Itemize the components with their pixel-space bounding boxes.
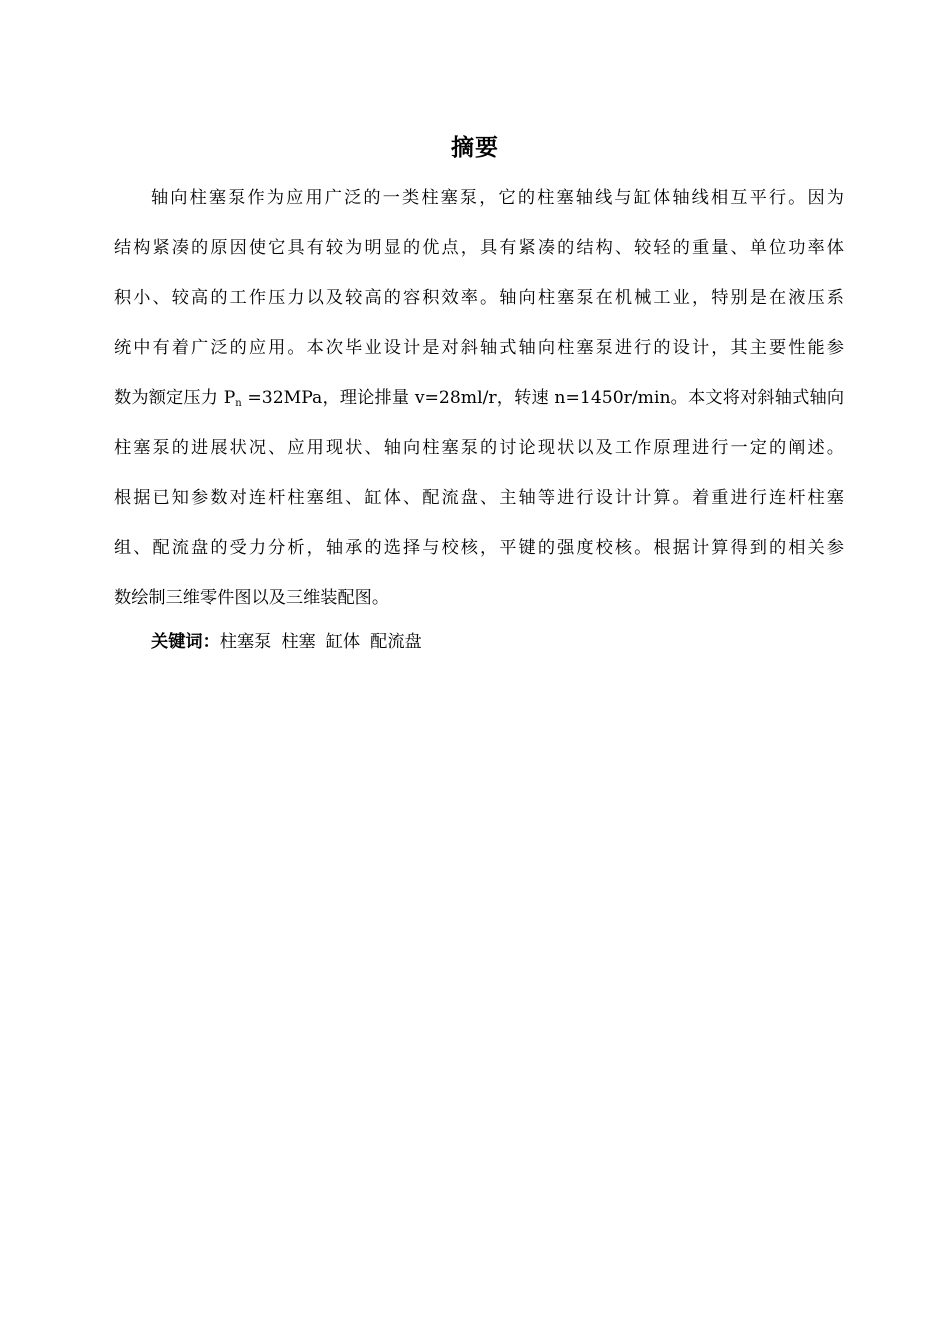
- keywords-line: [151, 622, 432, 662]
- keyword-term: 缸体: [325, 632, 361, 652]
- abstract-line: 结构紧凑的原因使它具有较为明显的优点，具有紧凑的结构、较轻的重量、单位功率体: [114, 238, 844, 258]
- abstract-body: [114, 175, 844, 625]
- abstract-line: 统中有着广泛的应用。本次毕业设计是对斜轴式轴向柱塞泵进行的设计，其主要性能参: [114, 338, 844, 358]
- keyword-term: 柱塞: [281, 632, 316, 652]
- abstract-line: 组、配流盘的受力分析，轴承的选择与校核，平键的强度校核。根据计算得到的相关参: [114, 538, 844, 558]
- abstract-line: 柱塞泵的进展状况、应用现状、轴向柱塞泵的讨论现状以及工作原理进行一定的阐述。: [114, 438, 844, 458]
- abstract-line: 根据已知参数对连杆柱塞组、缸体、配流盘、主轴等进行设计计算。着重进行连杆柱塞: [114, 488, 844, 508]
- pressure-subscript: n: [235, 398, 242, 409]
- abstract-line: 轴向柱塞泵作为应用广泛的一类柱塞泵，它的柱塞轴线与缸体轴线相互平行。因为: [151, 188, 844, 208]
- abstract-title: 摘要: [451, 135, 499, 161]
- parameters-text-before: 数为额定压力 P: [114, 388, 236, 408]
- abstract-line: 数绘制三维零件图以及三维装配图。: [114, 588, 390, 608]
- keywords-label: 关键词：: [151, 632, 220, 652]
- abstract-line-parameters: [114, 375, 844, 425]
- abstract-line: 积小、较高的工作压力以及较高的容积效率。轴向柱塞泵在机械工业，特别是在液压系: [114, 288, 844, 308]
- keyword-term: 配流盘: [370, 632, 422, 652]
- keyword-term: 柱塞泵: [219, 632, 272, 652]
- parameters-text-after: =32MPa，理论排量 v=28ml/r，转速 n=1450r/min。本文将对斜轴式轴向: [241, 388, 845, 408]
